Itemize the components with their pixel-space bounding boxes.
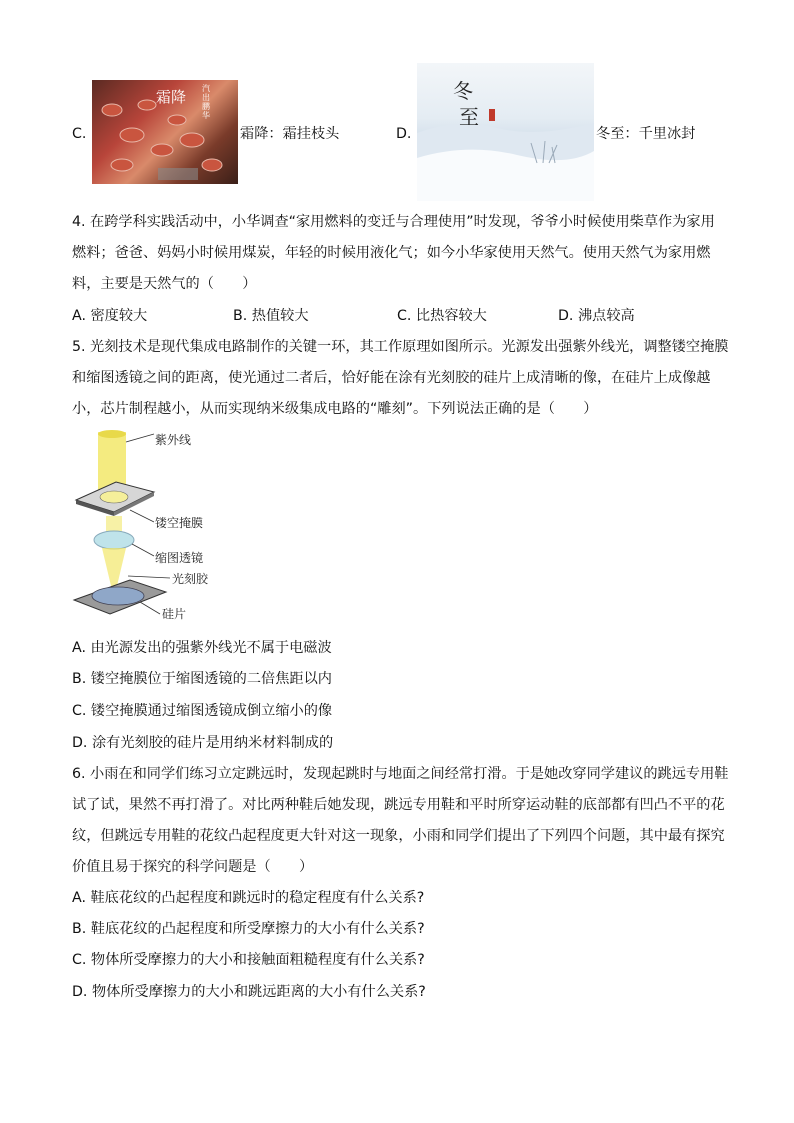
q4-option-a[interactable]: A. 密度较大 [72, 308, 148, 324]
label-wafer: 硅片 [162, 607, 187, 621]
q5-line-3: 小，芯片制程越小，从而实现纳米级集成电路的“雕刻”。下列说法正确的是（ ） [72, 401, 598, 417]
q5-line-2: 和缩图透镜之间的距离，使光通过二者后，恰好能在涂有光刻胶的硅片上成清晰的像，在硅片上成像越 [72, 370, 711, 386]
q6-line-3: 纹，但跳远专用鞋的花纹凸起程度更大针对这一现象，小雨和同学们提出了下列四个问题，其中最有探究 [72, 828, 725, 844]
q5-line-1: 5. 光刻技术是现代集成电路制作的关键一环，其工作原理如图所示。光源发出强紫外线光，调整镂空掩膜 [72, 339, 729, 355]
solstice-image-title: 冬 [453, 79, 473, 103]
q6-line-2: 试了试，果然不再打滑了。对比两种鞋后她发现，跳远专用鞋和平时所穿运动鞋的底部都有凹凸不平的花 [72, 797, 725, 813]
q6-option-a[interactable]: A. 鞋底花纹的凸起程度和跳远时的稳定程度有什么关系? [72, 890, 425, 906]
q4-line-1: 4. 在跨学科实践活动中，小华调查“家用燃料的变迁与合理使用”时发现，爷爷小时候使用柴草作为家用 [72, 214, 715, 230]
q5-option-a[interactable]: A. 由光源发出的强紫外线光不属于电磁波 [72, 640, 332, 656]
option-d-caption: 冬至：千里冰封 [596, 126, 696, 142]
q5-option-d[interactable]: D. 涂有光刻胶的硅片是用纳米材料制成的 [72, 735, 334, 751]
label-mask: 镂空掩膜 [155, 516, 204, 530]
solstice-image-title-2: 至 [459, 105, 479, 129]
q4-line-3: 料，主要是天然气的（ ） [72, 276, 257, 292]
frost-image-title: 霜降 [156, 88, 187, 106]
q6-line-1: 6. 小雨在和同学们练习立定跳远时，发现起跳时与地面之间经常打滑。于是她改穿同学建议的跳远专用鞋 [72, 766, 729, 782]
red-seal-icon [489, 109, 495, 121]
option-d-letter[interactable]: D. [396, 126, 412, 142]
q6-option-d[interactable]: D. 物体所受摩擦力的大小和跳远距离的大小有什么关系? [72, 984, 426, 1000]
q5-option-b[interactable]: B. 镂空掩膜位于缩图透镜的二倍焦距以内 [72, 671, 332, 687]
q4-option-d[interactable]: D. 沸点较高 [558, 308, 635, 324]
label-resist: 光刻胶 [172, 572, 209, 586]
winter-solstice-image [417, 63, 594, 201]
q4-line-2: 燃料；爸爸、妈妈小时候用煤炭，年轻的时候用液化气；如今小华家使用天然气。使用天然气为家用燃 [72, 245, 711, 261]
label-lens: 缩图透镜 [155, 551, 204, 565]
uv-source [98, 430, 126, 438]
option-c-caption: 霜降：霜挂枝头 [240, 126, 340, 142]
frost-image-side-text: 汽出鹏华 [202, 84, 210, 120]
option-c-letter[interactable]: C. [72, 126, 87, 142]
q4-option-b[interactable]: B. 热值较大 [233, 308, 309, 324]
reduction-lens [94, 531, 134, 549]
q6-option-b[interactable]: B. 鞋底花纹的凸起程度和所受摩擦力的大小有什么关系? [72, 921, 425, 937]
q6-option-c[interactable]: C. 物体所受摩擦力的大小和接触面粗糙程度有什么关系? [72, 952, 425, 968]
label-uv: 紫外线 [155, 433, 192, 447]
frost-descent-image [92, 80, 238, 184]
q6-line-4: 价值且易于探究的科学问题是（ ） [72, 859, 314, 875]
uv-beam [98, 432, 126, 492]
q4-option-c[interactable]: C. 比热容较大 [397, 308, 487, 324]
q5-option-c[interactable]: C. 镂空掩膜通过缩图透镜成倒立缩小的像 [72, 703, 333, 719]
snow-landscape-graphic [417, 63, 594, 201]
